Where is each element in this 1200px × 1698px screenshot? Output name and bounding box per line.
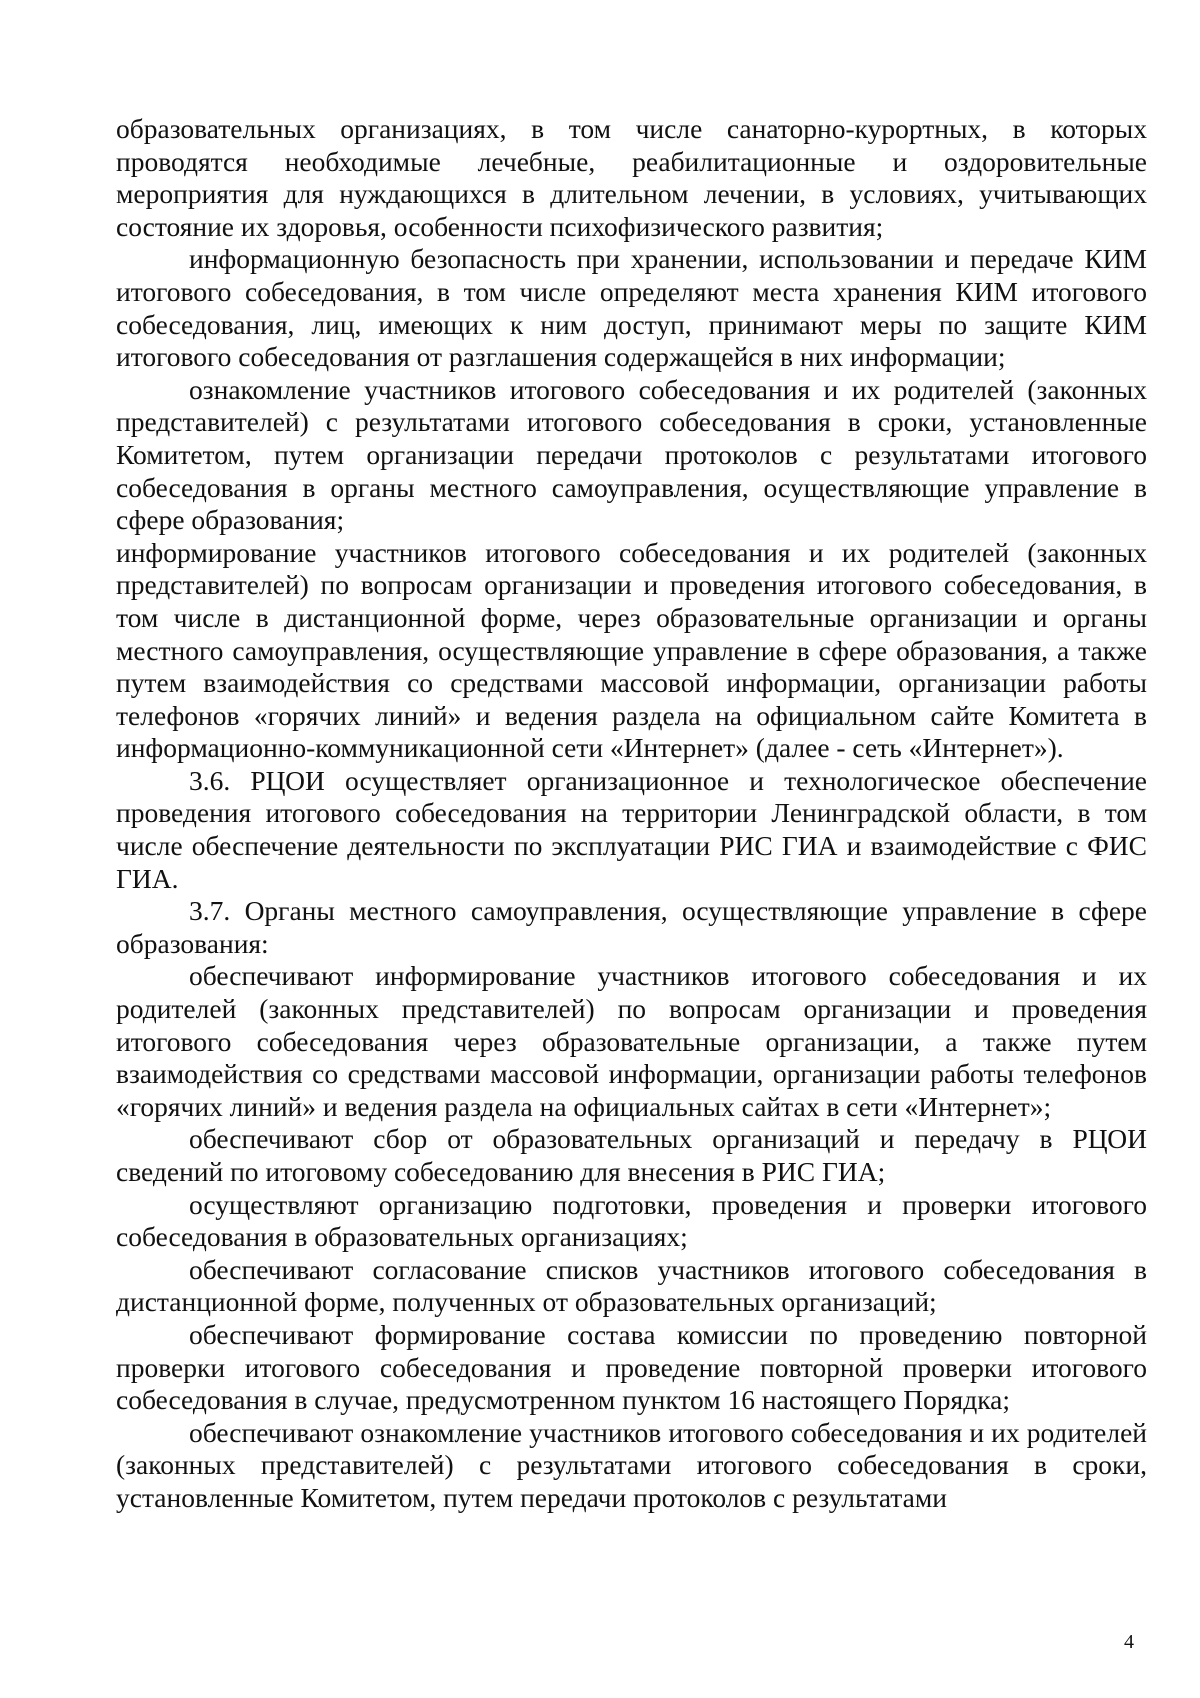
- paragraph-organization-checking: осуществляют организацию подготовки, проведения и проверки итогового собеседования в образовательных организациях;: [116, 1188, 1147, 1253]
- paragraph-informing-participants: информирование участников итогового собеседования и их родителей (законных представителей) по вопросам организации и проведения итогового собеседования, в том числе в дистанционной форме, через образовательные организации и органы местного самоуправления, осуществляющие управление в сфере образования, а также путем взаимодействия со средствами массовой информации, организации работы телефонов «горячих линий» и ведения раздела на официальном сайте Комитета в информационно-коммуникационной сети «Интернет» (далее - сеть «Интернет»).: [116, 536, 1147, 764]
- paragraph-data-collection: обеспечивают сбор от образовательных организаций и передачу в РЦОИ сведений по итоговому собеседованию для внесения в РИС ГИА;: [116, 1123, 1147, 1187]
- paragraph-remote-lists: обеспечивают согласование списков участников итогового собеседования в дистанционной форме, полученных от образовательных организаций;: [116, 1253, 1147, 1318]
- paragraph-informing-via-media: обеспечивают информирование участников итогового собеседования и их родителей (законных представителей) по вопросам организации и проведения итогового собеседования через образовательные организации, а также путем взаимодействия со средствами массовой информации, организации работы телефонов «горячих линий» и ведения раздела на официальных сайтах в сети «Интернет»;: [116, 960, 1147, 1122]
- paragraph-results-transfer: обеспечивают ознакомление участников итогового собеседования и их родителей (законных представителей) с результатами итогового собеседования в сроки, установленные Комитетом, путем передачи протоколов с результатами: [116, 1416, 1147, 1513]
- paragraph-continuation: образовательных организациях, в том числе санаторно-курортных, в которых проводятся необходимые лечебные, реабилитационные и оздоровительные мероприятия для нуждающихся в длительном лечении, в условиях, учитывающих состояние их здоровья, особенности психофизического развития;: [116, 113, 1147, 242]
- document-page: [116, 113, 1147, 1515]
- paragraph-section-3-7: 3.7. Органы местного самоуправления, осуществляющие управление в сфере образования:: [116, 895, 1147, 959]
- paragraph-results-familiarization: ознакомление участников итогового собеседования и их родителей (законных представителей) с результатами итогового собеседования в сроки, установленные Комитетом, путем организации передачи протоколов с результатами итогового собеседования в органы местного самоуправления, осуществляющие управление в сфере образования;: [116, 373, 1147, 536]
- paragraph-recheck-commission: обеспечивают формирование состава комиссии по проведению повторной проверки итогового собеседования и проведение повторной проверки итогового собеседования в случае, предусмотренном пунктом 16 настоящего Порядка;: [116, 1318, 1147, 1416]
- paragraph-information-security: информационную безопасность при хранении, использовании и передаче КИМ итогового собеседования, в том числе определяют места хранения КИМ итогового собеседования, лиц, имеющих к ним доступ, принимают меры по защите КИМ итогового собеседования от разглашения содержащейся в них информации;: [116, 243, 1147, 373]
- page-number: 4: [1124, 1631, 1134, 1653]
- paragraph-section-3-6: 3.6. РЦОИ осуществляет организационное и технологическое обеспечение проведения итогового собеседования на территории Ленинградской области, в том числе обеспечение деятельности по эксплуатации РИС ГИА и взаимодействие с ФИС ГИА.: [116, 764, 1147, 894]
